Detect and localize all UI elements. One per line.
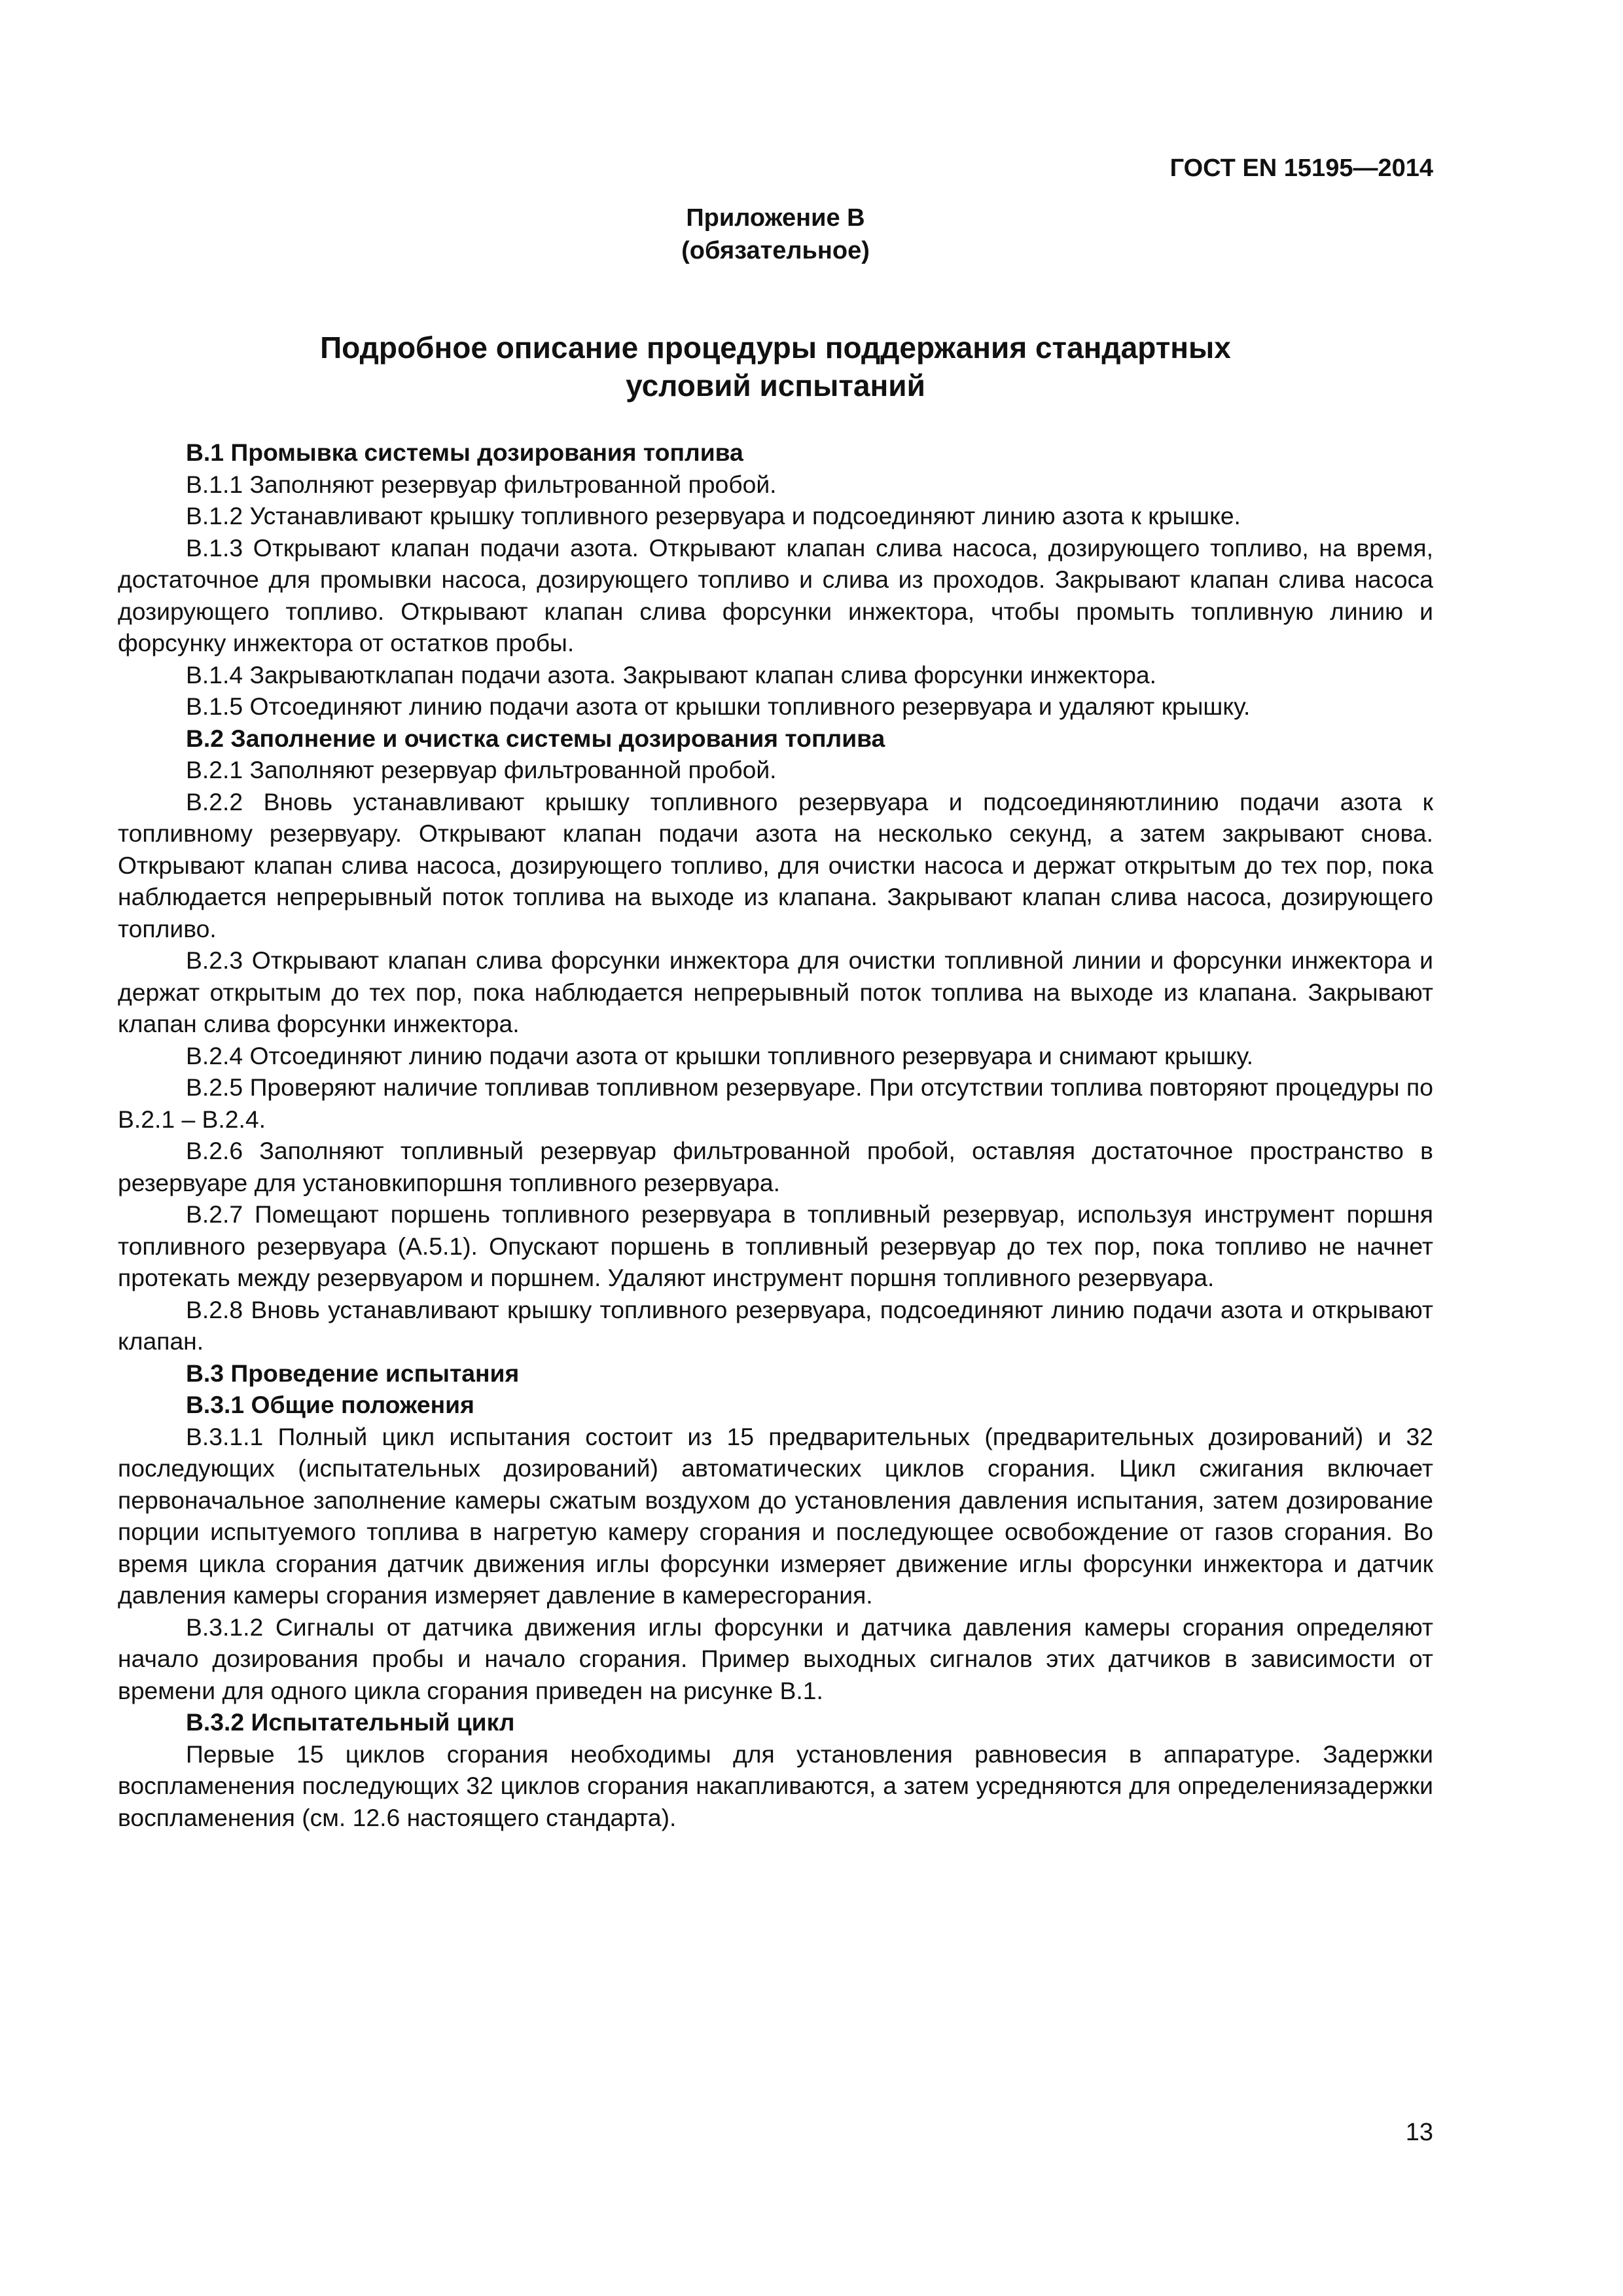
standard-code: ГОСТ EN 15195—2014 [1169,154,1433,182]
paragraph: В.2.2 Вновь устанавливают крышку топливного резервуара и подсоединяютлинию подачи азота к топливному резервуару. Открывают клапан подачи азота на несколько секунд, а затем закрывают снова. Открывают клапан слива насоса, дозирующего топливо, для очистки насоса и держат открытым до тех пор, пока наблюдается непрерывный поток топлива на выходе из клапана. Закрывают клапан слива насоса, дозирующего топливо. [118,787,1433,942]
section-heading: В.3.1 Общие положения [186,1391,474,1418]
paragraph: В.1.3 Открывают клапан подачи азота. Открывают клапан слива насоса, дозирующего топливо, на время, достаточное для промывки насоса, дозирующего топливо и слива из проходов. Закрывают клапан слива насоса дозирующего топливо. Открывают клапан слива форсунки инжектора, чтобы промыть топливную линию и форсунку инжектора от остатков пробы. [118,533,1433,656]
section-heading: В.2 Заполнение и очистка системы дозирования топлива [186,724,885,752]
section-heading: В.1 Промывка системы дозирования топлива [186,439,743,466]
document-body [118,437,1433,1833]
page-title-line-1: Подробное описание процедуры поддержания стандартных [320,331,1231,365]
paragraph: В.1.5 Отсоединяют линию подачи азота от крышки топливного резервуара и удаляют крышку. [186,692,1251,720]
section-heading: В.3.2 Испытательный цикл [186,1708,515,1736]
paragraph: В.2.8 Вновь устанавливают крышку топливного резервуара, подсоединяют линию подачи азота и открывают клапан. [118,1295,1433,1355]
section-heading: В.3 Проведение испытания [186,1359,520,1387]
paragraph: В.3.1.1 Полный цикл испытания состоит из 15 предварительных (предварительных дозирований) и 32 последующих (испытательных дозирований) автоматических циклов сгорания. Цикл сжигания включает первоначальное заполнение камеры сжатым воздухом до установления давления испытания, затем дозирование порции испытуемого топлива в нагретую камеру сгорания и последующее освобождение от газов сгорания. Во время цикла сгорания датчик движения иглы форсунки измеряет движение иглы форсунки инжектора и датчик давления камеры сгорания измеряет давление в камересгорания. [118,1422,1433,1609]
paragraph: В.2.3 Открывают клапан слива форсунки инжектора для очистки топливной линии и форсунки инжектора и держат открытым до тех пор, пока наблюдается непрерывный поток топлива на выходе из клапана. Закрывают клапан слива форсунки инжектора. [118,946,1433,1037]
annex-title: Приложение В [686,204,865,232]
paragraph: В.2.7 Помещают поршень топливного резервуара в топливный резервуар, используя инструмент поршня топливного резервуара (А.5.1). Опускают поршень в топливный резервуар до тех пор, пока топливо не начнет протекать между резервуаром и поршнем. Удаляют инструмент поршня топливного резервуара. [118,1200,1433,1291]
paragraph: В.1.1 Заполняют резервуар фильтрованной пробой. [186,470,777,498]
annex-status: (обязательное) [681,237,870,264]
paragraph: В.2.5 Проверяют наличие топливав топливном резервуаре. При отсутствии топлива повторяют процедуры по В.2.1 – В.2.4. [118,1073,1433,1133]
page-title-line-2: условий испытаний [626,368,925,403]
page-title [118,329,1433,404]
page-number: 13 [1405,2119,1433,2146]
paragraph: В.2.1 Заполняют резервуар фильтрованной пробой. [186,756,777,783]
paragraph: Первые 15 циклов сгорания необходимы для установления равновесия в аппаратуре. Задержки воспламенения последующих 32 циклов сгорания накапливаются, а затем усредняются для определениязадержки воспламенения (см. 12.6 настоящего стандарта). [118,1740,1433,1831]
paragraph: В.2.6 Заполняют топливный резервуар фильтрованной пробой, оставляя достаточное пространство в резервуаре для установкипоршня топливного резервуара. [118,1137,1433,1196]
annex-heading [118,202,1433,267]
paragraph: В.3.1.2 Сигналы от датчика движения иглы форсунки и датчика давления камеры сгорания определяют начало дозирования пробы и начало сгорания. Пример выходных сигналов этих датчиков в зависимости от времени для одного цикла сгорания приведен на рисунке В.1. [118,1613,1433,1704]
paragraph: В.1.2 Устанавливают крышку топливного резервуара и подсоединяют линию азота к крышке. [186,502,1241,529]
paragraph: В.1.4 Закрываютклапан подачи азота. Закрывают клапан слива форсунки инжектора. [186,660,1157,689]
paragraph: В.2.4 Отсоединяют линию подачи азота от крышки топливного резервуара и снимают крышку. [186,1041,1253,1069]
